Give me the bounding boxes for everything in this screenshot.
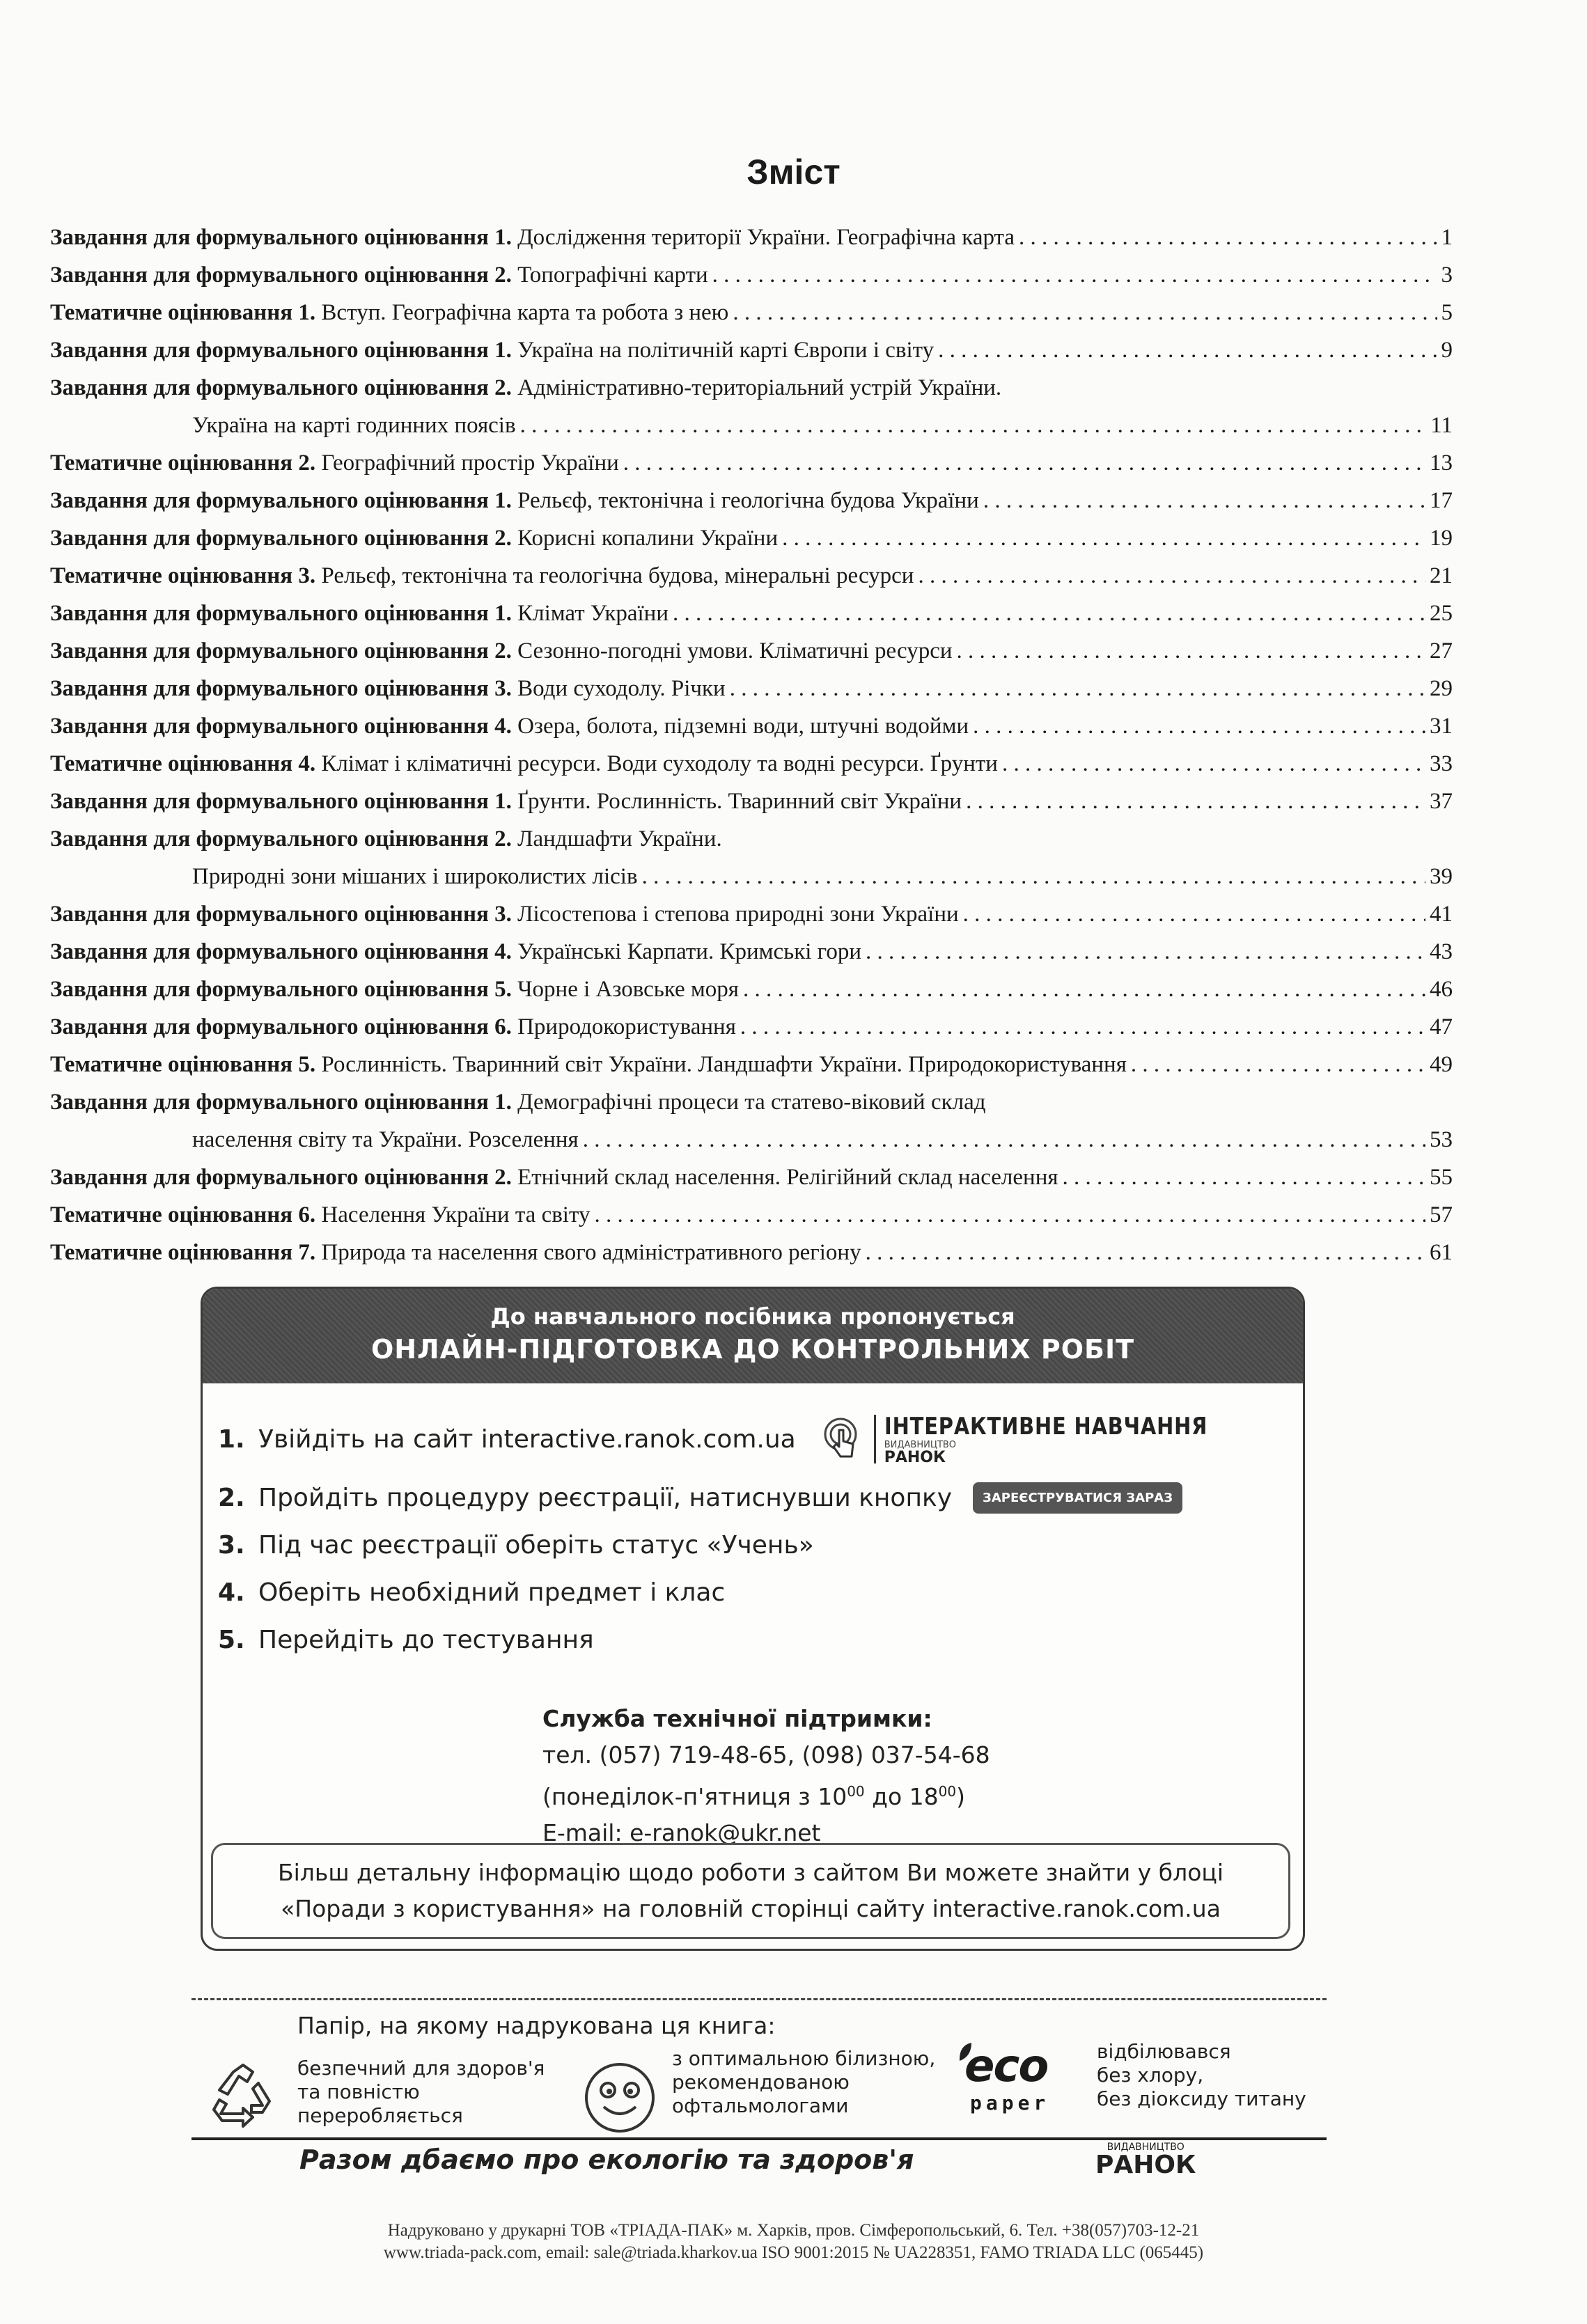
step-1 <box>218 1404 1283 1474</box>
dot-leader <box>642 858 1425 895</box>
toc-entry-title: Чорне і Азовське моря <box>517 977 739 1002</box>
toc-entry-title-cont: населення світу та України. Розселення <box>192 1127 579 1152</box>
toc-entry <box>50 256 1453 294</box>
printer-line2: www.triada-pack.com, email: sale@triada.kharkov.ua ISO 9001:2015 № UA228351, FAMO TRIADA LLC (065445) <box>383 2243 1204 2262</box>
dot-leader <box>730 670 1425 707</box>
toc-entry-page: 27 <box>1430 638 1453 664</box>
toc-entry-page: 47 <box>1430 1014 1453 1039</box>
dot-leader <box>973 707 1425 745</box>
smiley-icon <box>581 2059 658 2136</box>
toc-entry-page: 46 <box>1430 977 1453 1002</box>
toc-entry-label: Тематичне оцінювання 6. <box>50 1202 316 1227</box>
toc-entry-label: Завдання для формувального оцінювання 2. <box>50 375 512 400</box>
step-3 <box>218 1521 1283 1569</box>
eco-intro: Папір, на якому надрукована ця книга: <box>297 2012 776 2039</box>
printer-info <box>0 2220 1587 2264</box>
toc-entry-title: Демографічні процеси та статево-віковий склад <box>517 1090 986 1115</box>
toc-entry <box>50 895 1453 933</box>
toc-entry-label: Завдання для формувального оцінювання 1. <box>50 789 512 814</box>
step-4 <box>218 1569 1283 1616</box>
dot-leader <box>1002 745 1425 783</box>
toc-entry-title: Озера, болота, підземні води, штучні водойми <box>517 714 969 739</box>
toc-entry-label: Завдання для формувального оцінювання 1. <box>50 488 512 513</box>
toc-entry-title: Вступ. Географічна карта та робота з нею <box>321 300 729 325</box>
toc-entry-label: Завдання для формувального оцінювання 4. <box>50 939 512 964</box>
dot-leader <box>583 1121 1425 1159</box>
eco-item-whiteness: з оптимальною білизною, рекомендованою офтальмологами <box>672 2047 936 2117</box>
eco-logo-paper: paper <box>970 2091 1050 2114</box>
toc-entry <box>50 331 1453 369</box>
eco-logo-word: eco <box>964 2041 1048 2092</box>
toc-entry-page: 33 <box>1430 751 1453 776</box>
toc-entry-label: Завдання для формувального оцінювання 2. <box>50 1165 512 1190</box>
toc-entry-page: 1 <box>1441 225 1453 250</box>
logo-title: ІНТЕРАКТИВНЕ НАВЧАННЯ <box>884 1413 1208 1440</box>
step-5 <box>218 1616 1283 1663</box>
dot-leader <box>1131 1046 1425 1083</box>
toc-entry-label: Тематичне оцінювання 7. <box>50 1240 316 1265</box>
toc-entry-label: Завдання для формувального оцінювання 3. <box>50 676 512 701</box>
dot-leader <box>782 519 1425 557</box>
step-text: Оберіть необхідний предмет і клас <box>258 1578 726 1607</box>
toc-entry-title: Рослинність. Тваринний світ України. Ландшафти України. Природокористування <box>321 1052 1127 1077</box>
toc-entry-page: 17 <box>1430 488 1453 513</box>
toc-entry-page: 11 <box>1430 413 1453 438</box>
toc-entry-title: Ґрунти. Рослинність. Тваринний світ України <box>517 789 962 814</box>
toc-entry-page: 13 <box>1430 450 1453 476</box>
toc-entry-page: 39 <box>1430 864 1453 889</box>
toc-entry <box>50 820 1453 895</box>
dot-leader <box>712 256 1437 294</box>
step-text: Перейдіть до тестування <box>258 1625 594 1654</box>
toc-entry-label: Завдання для формувального оцінювання 2. <box>50 526 512 551</box>
dot-leader <box>623 444 1425 482</box>
toc-entry-page: 37 <box>1430 789 1453 814</box>
logo-publisher: РАНОК <box>884 1449 946 1466</box>
toc-entry <box>50 745 1453 783</box>
toc-entry-title: Корисні копалини України <box>517 526 779 551</box>
toc-entry-page: 53 <box>1430 1127 1453 1152</box>
toc-entry-title-cont: Україна на карті годинних поясів <box>192 413 516 438</box>
dot-leader <box>1019 219 1437 256</box>
publisher-logo <box>1095 2142 1196 2178</box>
printer-line1: Надруковано у друкарні ТОВ «ТРІАДА-ПАК» м. Харків, пров. Сімферопольський, 6. Тел. +38(057)703-12-21 <box>387 2221 1200 2240</box>
dot-leader <box>866 933 1425 971</box>
eco-slogan: Разом дбаємо про екологію та здоров'я <box>299 2144 914 2175</box>
tech-support <box>542 1701 990 1851</box>
toc-entry <box>50 482 1453 519</box>
toc-entry-label: Завдання для формувального оцінювання 5. <box>50 977 512 1002</box>
toc-entry <box>50 219 1453 256</box>
toc-entry-label: Тематичне оцінювання 5. <box>50 1052 316 1077</box>
page-title: Зміст <box>746 152 841 191</box>
eco-item-bleaching: відбілювався без хлору, без діоксиду титану <box>1097 2040 1306 2110</box>
dot-leader <box>957 632 1425 670</box>
step-text: Увійдіть на сайт interactive.ranok.com.ua <box>258 1424 796 1454</box>
toc-entry-title: Топографічні карти <box>517 262 708 288</box>
toc-entry-label: Тематичне оцінювання 1. <box>50 300 316 325</box>
toc-entry-title: Ландшафти України. <box>517 826 722 851</box>
step-text: Пройдіть процедуру реєстрації, натиснувши кнопку <box>258 1483 953 1512</box>
toc-entry-page: 25 <box>1430 601 1453 626</box>
logo-text <box>884 1413 1265 1466</box>
toc-entry-label: Завдання для формувального оцінювання 2. <box>50 638 512 664</box>
toc-entry-page: 19 <box>1430 526 1453 551</box>
support-email: E-mail: e-ranok@ukr.net <box>542 1819 821 1846</box>
toc-entry <box>50 1196 1453 1234</box>
toc-entry <box>50 294 1453 331</box>
toc-entry-page: 3 <box>1441 262 1453 288</box>
dot-leader <box>733 294 1437 331</box>
support-phone: тел. (057) 719-48-65, (098) 037-54-68 <box>542 1741 990 1768</box>
solid-divider <box>191 2137 1327 2140</box>
toc-entry <box>50 1008 1453 1046</box>
dot-leader <box>983 482 1425 519</box>
online-header-line2: ОНЛАЙН-ПІДГОТОВКА ДО КОНТРОЛЬНИХ РОБІТ <box>370 1334 1135 1365</box>
toc-entry-title: Україна на політичній карті Європи і світу <box>517 338 935 363</box>
toc-entry-title: Географічний простір України <box>321 450 619 476</box>
toc-entry-title: Сезонно-погодні умови. Кліматичні ресурси <box>517 638 953 664</box>
online-steps <box>218 1404 1283 1663</box>
support-title: Служба технічної підтримки: <box>542 1705 932 1732</box>
toc-entry <box>50 971 1453 1008</box>
logo-separator <box>874 1415 876 1463</box>
dot-leader <box>740 1008 1425 1046</box>
toc-entry <box>50 707 1453 745</box>
toc-entry-title: Етнічний склад населення. Релігійний склад населення <box>517 1165 1058 1190</box>
step-number: 4. <box>218 1578 245 1607</box>
toc-entry <box>50 1083 1453 1159</box>
toc-entry-title: Рельєф, тектонічна і геологічна будова України <box>517 488 979 513</box>
toc-entry <box>50 1046 1453 1083</box>
toc-entry-title: Українські Карпати. Кримські гори <box>517 939 862 964</box>
toc-entry-label: Завдання для формувального оцінювання 1. <box>50 1090 512 1115</box>
online-preparation-box <box>201 1287 1305 1951</box>
toc-entry-page: 55 <box>1430 1165 1453 1190</box>
toc-entry-page: 49 <box>1430 1052 1453 1077</box>
eco-section <box>191 1998 1327 2188</box>
dot-leader <box>743 971 1425 1008</box>
eco-item-recyclable: безпечний для здоров'я та повністю переробляється <box>297 2057 545 2127</box>
toc-entry-title: Природокористування <box>517 1014 736 1039</box>
toc-entry <box>50 369 1453 444</box>
step-number: 1. <box>218 1424 245 1454</box>
step-number: 2. <box>218 1483 245 1512</box>
toc-entry <box>50 557 1453 595</box>
toc-entry-title: Клімат України <box>517 601 669 626</box>
toc-entry-page: 41 <box>1430 902 1453 927</box>
dot-leader <box>1063 1159 1425 1196</box>
toc-entry-label: Завдання для формувального оцінювання 6. <box>50 1014 512 1039</box>
publisher-label: ВИДАВНИЦТВО <box>1107 2142 1185 2153</box>
logo-subtitle: ВИДАВНИЦТВО <box>884 1440 957 1450</box>
toc-entry-title: Води суходолу. Річки <box>517 676 726 701</box>
dot-leader <box>918 557 1425 595</box>
dot-leader <box>938 331 1437 369</box>
toc-entry-page: 61 <box>1430 1240 1453 1265</box>
more-info-line2: «Поради з користування» на головній сторінці сайту interactive.ranok.com.ua <box>281 1895 1221 1922</box>
step-number: 5. <box>218 1625 245 1654</box>
step-2 <box>218 1474 1283 1521</box>
online-box-header <box>203 1289 1303 1383</box>
toc-entry-title: Клімат і кліматичні ресурси. Води суходолу та водні ресурси. Ґрунти <box>321 751 998 776</box>
toc-entry-label: Завдання для формувального оцінювання 2. <box>50 826 512 851</box>
step-text: Під час реєстрації оберіть статус «Учень» <box>258 1530 814 1560</box>
dot-leader <box>594 1196 1425 1234</box>
toc-entry-page: 31 <box>1430 714 1453 739</box>
register-now-button[interactable]: ЗАРЕЄСТРУВАТИСЯ ЗАРАЗ <box>973 1482 1182 1514</box>
more-info-box <box>211 1843 1290 1939</box>
toc-entry <box>50 1234 1453 1271</box>
toc-entry-label: Завдання для формувального оцінювання 1. <box>50 225 512 250</box>
dashed-divider <box>191 1998 1327 2000</box>
toc-entry-label: Завдання для формувального оцінювання 1. <box>50 601 512 626</box>
toc-entry-label: Тематичне оцінювання 3. <box>50 563 316 588</box>
toc-entry-title: Рельєф, тектонічна та геологічна будова, мінеральні ресурси <box>321 563 914 588</box>
step-number: 3. <box>218 1530 245 1560</box>
toc-entry-page: 29 <box>1430 676 1453 701</box>
toc-entry-label: Завдання для формувального оцінювання 4. <box>50 714 512 739</box>
toc-entry-page: 9 <box>1441 338 1453 363</box>
toc-entry-label: Тематичне оцінювання 2. <box>50 450 316 476</box>
toc-entry <box>50 933 1453 971</box>
touch-hand-icon <box>820 1416 866 1462</box>
recycle-icon <box>204 2062 281 2132</box>
toc-entry-label: Завдання для формувального оцінювання 3. <box>50 902 512 927</box>
dot-leader <box>966 783 1425 820</box>
dot-leader <box>866 1234 1425 1271</box>
publisher-name: РАНОК <box>1095 2151 1196 2179</box>
toc-entry <box>50 595 1453 632</box>
toc-entry <box>50 632 1453 670</box>
support-hours: (понеділок-п'ятниця з $10^{00}$ до $18^{00}$) <box>542 1783 965 1810</box>
dot-leader <box>520 407 1427 444</box>
toc-entry-page: 21 <box>1430 563 1453 588</box>
dot-leader <box>963 895 1425 933</box>
toc-entry <box>50 783 1453 820</box>
toc-entry-title-cont: Природні зони мішаних і широколистих лісів <box>192 864 638 889</box>
toc-entry-page: 43 <box>1430 939 1453 964</box>
toc-entry <box>50 1159 1453 1196</box>
online-header-line1: До навчального посібника пропонується <box>490 1303 1015 1330</box>
toc-entry-page: 57 <box>1430 1202 1453 1227</box>
dot-leader <box>673 595 1425 632</box>
table-of-contents <box>50 219 1453 1271</box>
toc-entry-label: Завдання для формувального оцінювання 2. <box>50 262 512 288</box>
toc-entry <box>50 444 1453 482</box>
toc-entry-title: Лісостепова і степова природні зони України <box>517 902 959 927</box>
more-info-line1: Більш детальну інформацію щодо роботи з сайтом Ви можете знайти у блоці <box>277 1859 1224 1886</box>
toc-entry <box>50 670 1453 707</box>
toc-entry-label: Тематичне оцінювання 4. <box>50 751 316 776</box>
toc-entry-page: 5 <box>1441 300 1453 325</box>
toc-entry-label: Завдання для формувального оцінювання 1. <box>50 338 512 363</box>
interactive-learning-logo <box>820 1413 1265 1466</box>
toc-entry-title: Природа та населення свого адміністративного регіону <box>321 1240 861 1265</box>
toc-entry-title: Населення України та світу <box>321 1202 591 1227</box>
toc-entry-title: Адміністративно-територіальний устрій України. <box>517 375 1002 400</box>
toc-entry <box>50 519 1453 557</box>
toc-entry-title: Дослідження території України. Географічна карта <box>517 225 1015 250</box>
